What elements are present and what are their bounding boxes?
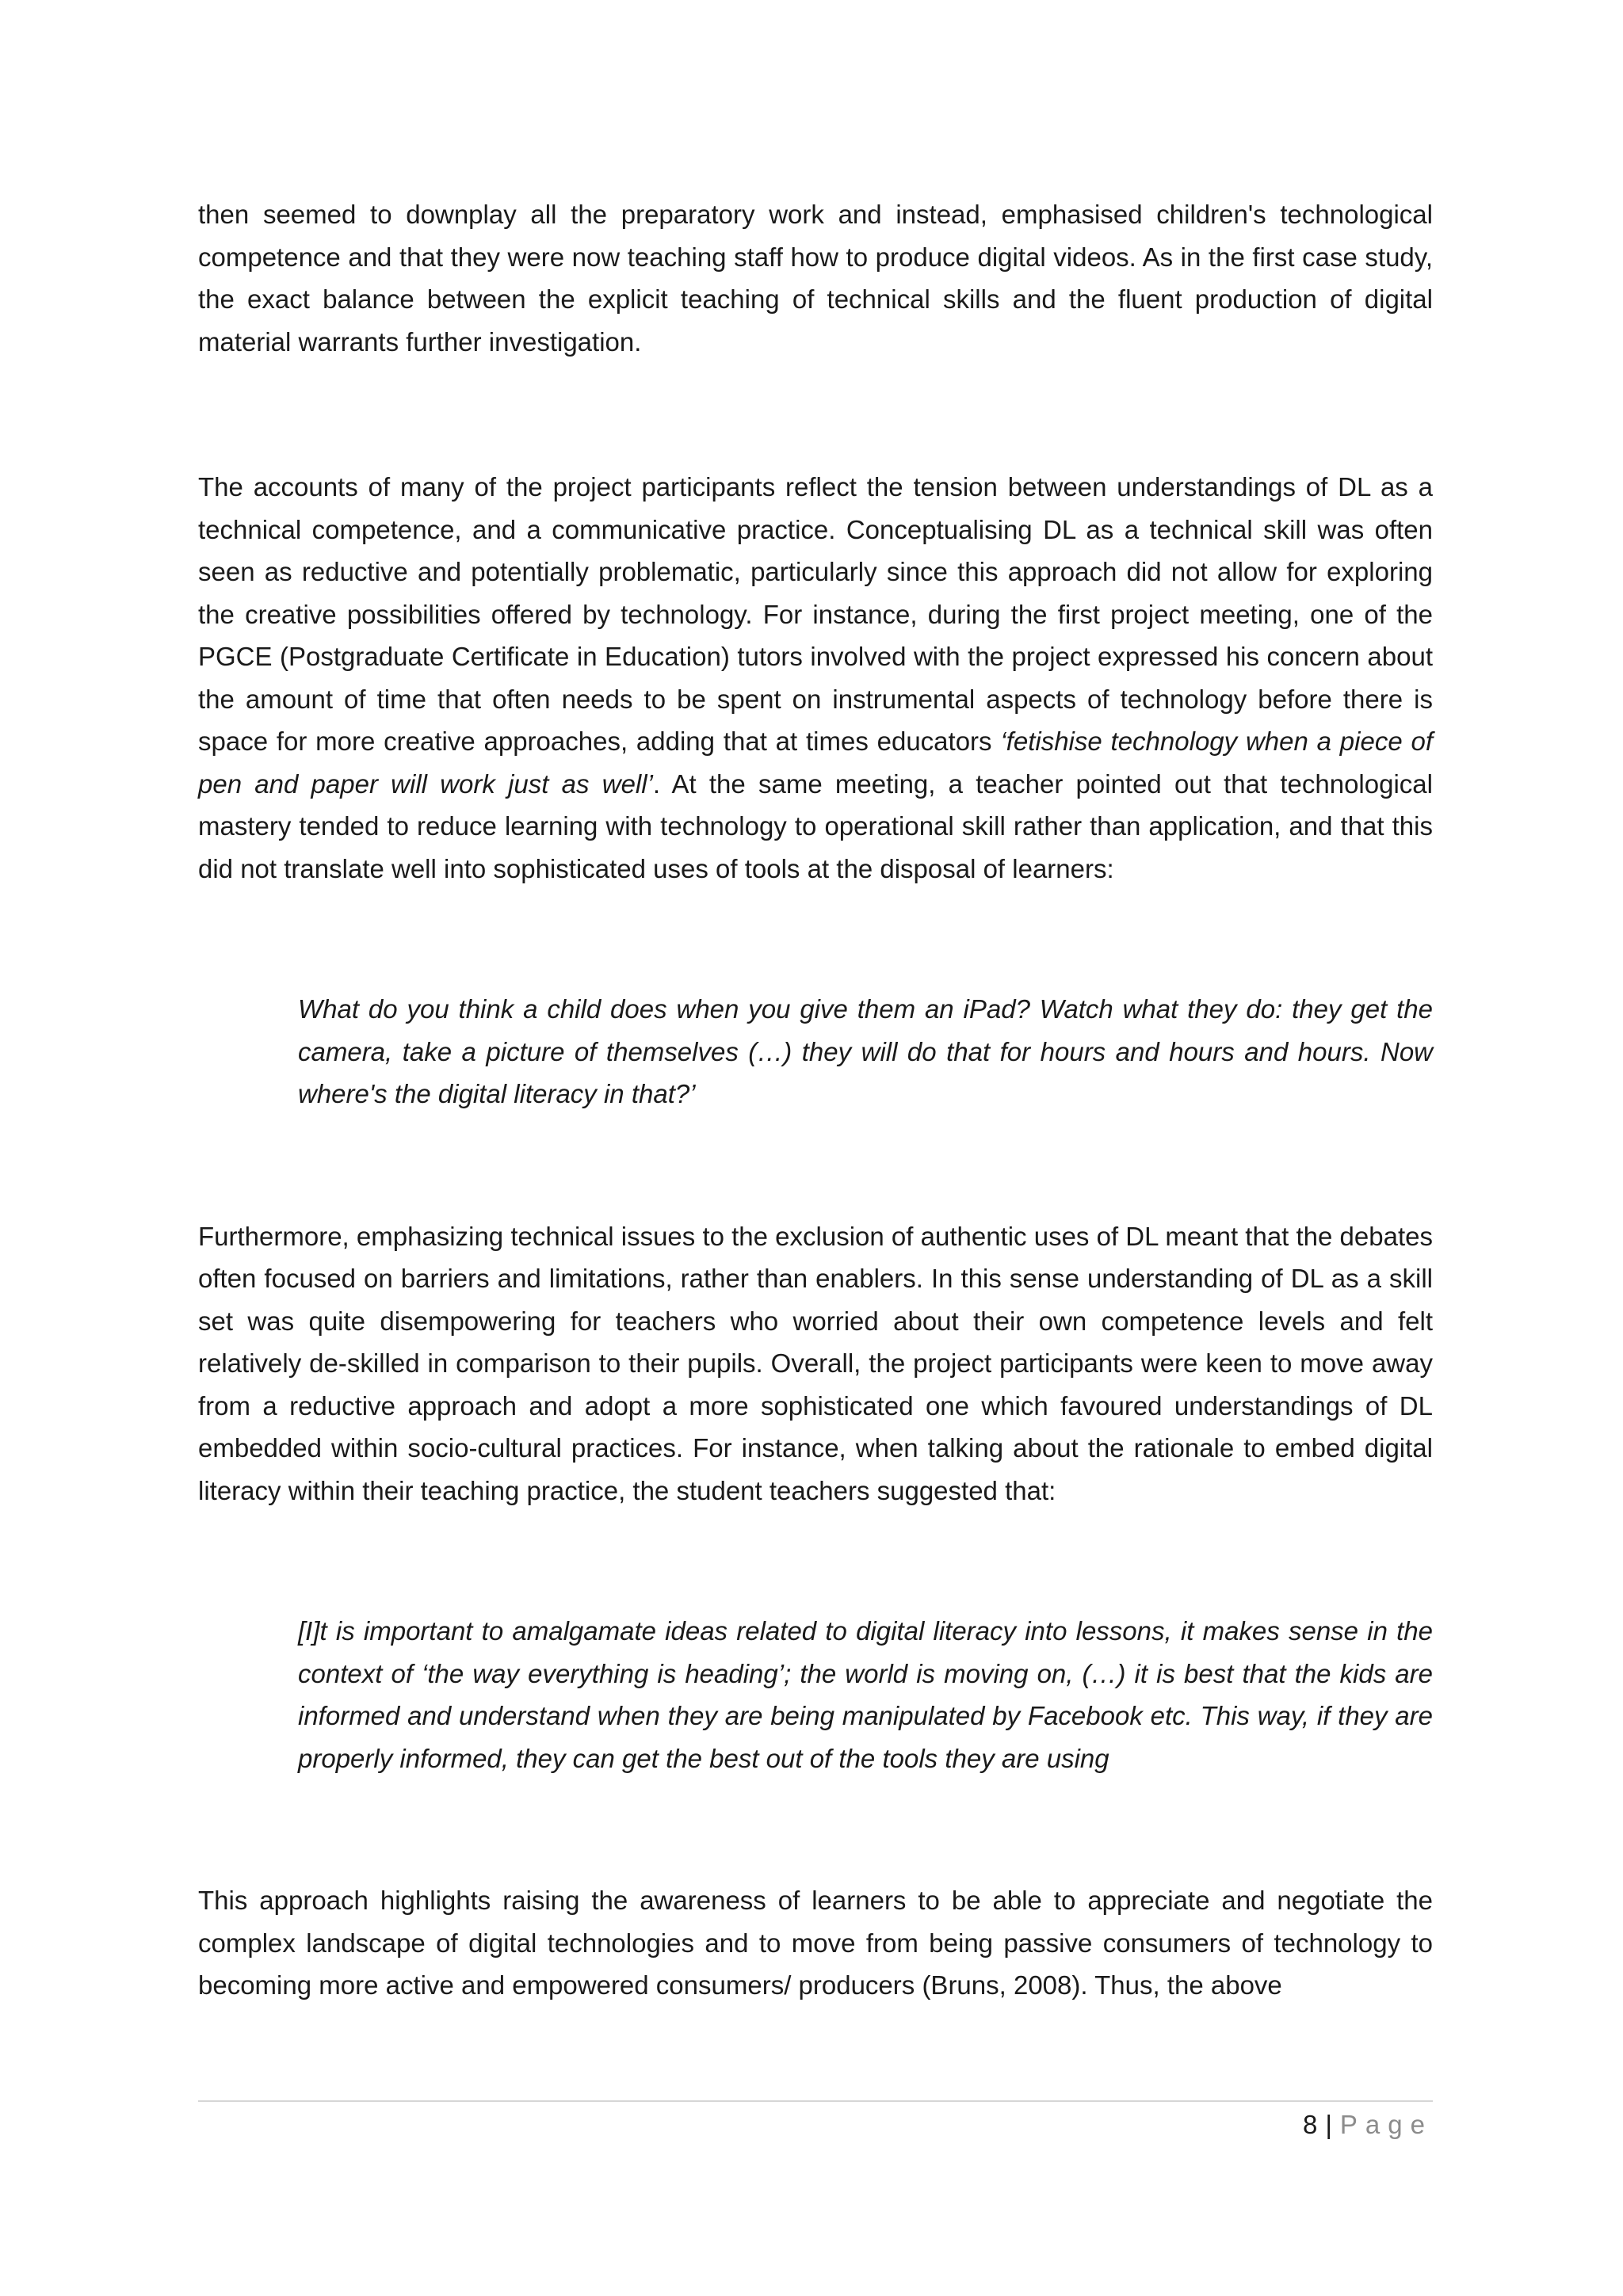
footer-divider (198, 2100, 1433, 2102)
block-quote-student-teachers: [I]t is important to amalgamate ideas related to digital literacy into lessons, it makes sense in the context of ‘the way everything is heading’; the world is moving on, (…) it is best that the kids are informed and understand when they are being manipulated by Facebook etc. This way, if they are properly informed, they can get the best out of the tools they are using (298, 1616, 1433, 1773)
block-quote-ipad: What do you think a child does when you give them an iPad? Watch what they do: they get the camera, take a picture of themselves (…) they will do that for hours and hours and hours. Now where's the digital literacy in that?’ (298, 994, 1433, 1108)
body-paragraph-2 (198, 466, 1433, 890)
body-paragraph-2-text-b: . At the same meeting, a teacher pointed out that technological mastery tended to reduce learning with technology to operational skill rather than application, and that this did not translate well into sophisticated uses of tools at the disposal of learners: (198, 769, 1433, 883)
page-footer (1303, 2107, 1433, 2142)
footer-separator: | (1325, 2110, 1332, 2139)
body-paragraph-2-text-a: The accounts of many of the project participants reflect the tension between understandings of DL as a technical competence, and a communicative practice. Conceptualising DL as a technical skill was often seen as reductive and potentially problematic, particularly since this approach did not allow for exploring the creative possibilities offered by technology. For instance, during the first project meeting, one of the PGCE (Postgraduate Certificate in Education) tutors involved with the project expressed his concern about the amount of time that often needs to be spent on instrumental aspects of technology before there is space for more creative approaches, adding that at times educators (198, 472, 1433, 756)
body-paragraph-4: This approach highlights raising the awareness of learners to be able to appreciate and negotiate the complex landscape of digital technologies and to move from being passive consumers of technology to becoming more active and empowered consumers/ producers (Bruns, 2008). Thus, the above (198, 1886, 1433, 2000)
page-number: 8 (1302, 2110, 1318, 2139)
body-paragraph-1: then seemed to downplay all the preparatory work and instead, emphasised children's technological competence and that they were now teaching staff how to produce digital videos. As in the first case study, the exact balance between the explicit teaching of technical skills and the fluent production of digital material warrants further investigation. (198, 200, 1433, 357)
page-label: Page (1339, 2110, 1433, 2139)
inline-quote-fetishise: ‘fetishise technology when a piece of pen and paper will work just as well’ (198, 727, 1433, 799)
body-paragraph-3: Furthermore, emphasizing technical issues to the exclusion of authentic uses of DL meant that the debates often focused on barriers and limitations, rather than enablers. In this sense understanding of DL as a skill set was quite disempowering for teachers who worried about their own competence levels and felt relatively de-skilled in comparison to their pupils. Overall, the project participants were keen to move away from a reductive approach and adopt a more sophisticated one which favoured understandings of DL embedded within socio-cultural practices. For instance, when talking about the rationale to embed digital literacy within their teaching practice, the student teachers suggested that: (198, 1221, 1433, 1505)
page-content (198, 193, 1433, 2007)
